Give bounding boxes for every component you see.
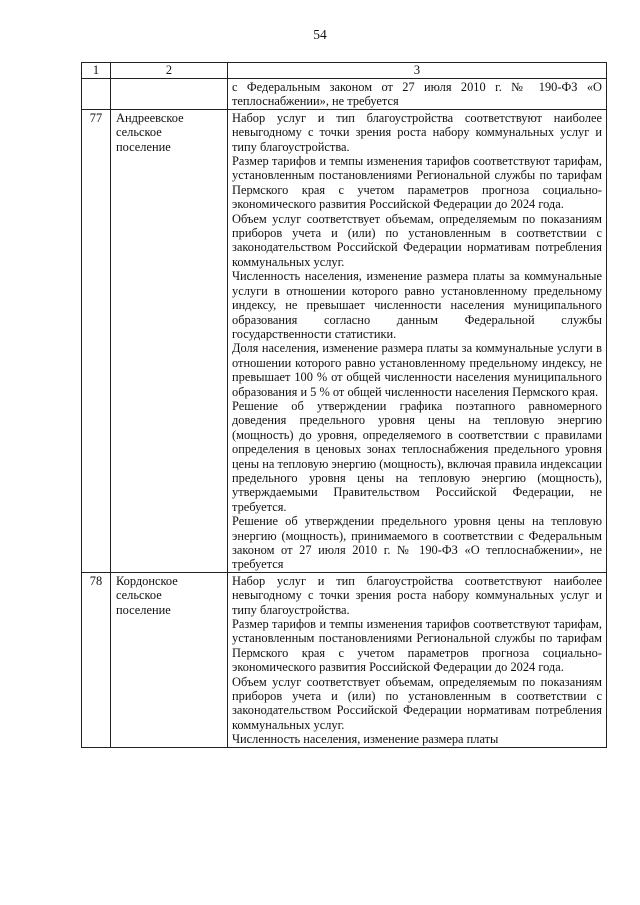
settlement-name xyxy=(111,79,228,110)
settlement-name-line: поселение xyxy=(116,602,171,617)
settlement-name-line: Кордонское xyxy=(116,573,178,588)
row-number: 78 xyxy=(82,572,111,747)
table-body xyxy=(82,79,607,748)
conditions-paragraph: Доля населения, изменение размера платы за коммунальные услуги в отношении которого равно установленному предельному индексу, не превышает 100 % от общей численности населения муниципального образования и 5 % от общей численности населения Пермского края. xyxy=(232,341,602,399)
conditions-text xyxy=(228,109,607,572)
column-header-3: 3 xyxy=(228,63,607,79)
settlement-name-line: Андреевское xyxy=(116,110,184,125)
conditions-paragraph: Решение об утверждении предельного уровня цены на тепловую энергию (мощность), принимаемого в соответствии с Федеральным законом от 27 июля 2010 г. № 190-ФЗ «О теплоснабжении», не требуется xyxy=(232,514,602,572)
conditions-paragraph: Размер тарифов и темпы изменения тарифов соответствуют тарифам, установленным постановлениями Региональной службы по тарифам Пермского края с учетом параметров прогноза социально-экономического развития Российской Федерации до 2024 года. xyxy=(232,617,602,675)
conditions-paragraph: Объем услуг соответствует объемам, определяемым по показаниям приборов учета и (или) по установленным в соответствии с законодательством Российской Федерации нормативам потребления коммунальных услуг. xyxy=(232,211,602,269)
row-number: 77 xyxy=(82,109,111,572)
settlement-name-line: поселение xyxy=(116,139,171,154)
settlement-name-line: сельское xyxy=(116,125,162,140)
settlement-name xyxy=(111,572,228,747)
conditions-paragraph: с Федеральным законом от 27 июля 2010 г. № 190-ФЗ «О теплоснабжении», не требуется xyxy=(232,80,602,109)
table-row xyxy=(82,79,607,110)
table-row xyxy=(82,572,607,747)
conditions-paragraph: Решение об утверждении графика поэтапного равномерного доведения предельного уровня цены на тепловую энергию (мощность) до уровня, определяемого в соответствии с правилами определения в ценовых зонах теплоснабжения предельного уровня цены на тепловую энергию (мощность), включая правила индексации предельного уровня цены на тепловую энергию (мощность), утверждаемыми Правительством Российской Федерации, не требуется. xyxy=(232,398,602,514)
conditions-paragraph: Объем услуг соответствует объемам, определяемым по показаниям приборов учета и (или) по установленным в соответствии с законодательством Российской Федерации нормативам потребления коммунальных услуг. xyxy=(232,674,602,732)
conditions-text xyxy=(228,572,607,747)
conditions-text xyxy=(228,79,607,110)
table-row xyxy=(82,109,607,572)
conditions-paragraph: Набор услуг и тип благоустройства соответствуют наиболее невыгодному с точки зрения роста набору коммунальных услуг и типу благоустройства. xyxy=(232,110,602,154)
conditions-paragraph: Размер тарифов и темпы изменения тарифов соответствуют тарифам, установленным постановлениями Региональной службы по тарифам Пермского края с учетом параметров прогноза социально-экономического развития Российской Федерации до 2024 года. xyxy=(232,154,602,212)
settlement-name-line: сельское xyxy=(116,588,162,603)
column-header-2: 2 xyxy=(111,63,228,79)
column-header-1: 1 xyxy=(82,63,111,79)
conditions-paragraph: Численность населения, изменение размера платы за коммунальные услуги в отношении которого равно установленному предельному индексу, не превышает численности населения муниципального образования согласно данным Федеральной службы государственности статистики. xyxy=(232,269,602,341)
page-number: 54 xyxy=(313,27,327,42)
conditions-paragraph: Набор услуг и тип благоустройства соответствуют наиболее невыгодному с точки зрения роста набору коммунальных услуг и типу благоустройства. xyxy=(232,573,602,617)
tariff-table xyxy=(81,62,607,748)
table-header-row xyxy=(82,63,607,79)
settlement-name xyxy=(111,109,228,572)
row-number xyxy=(82,79,111,110)
conditions-paragraph: Численность населения, изменение размера платы xyxy=(232,732,499,747)
